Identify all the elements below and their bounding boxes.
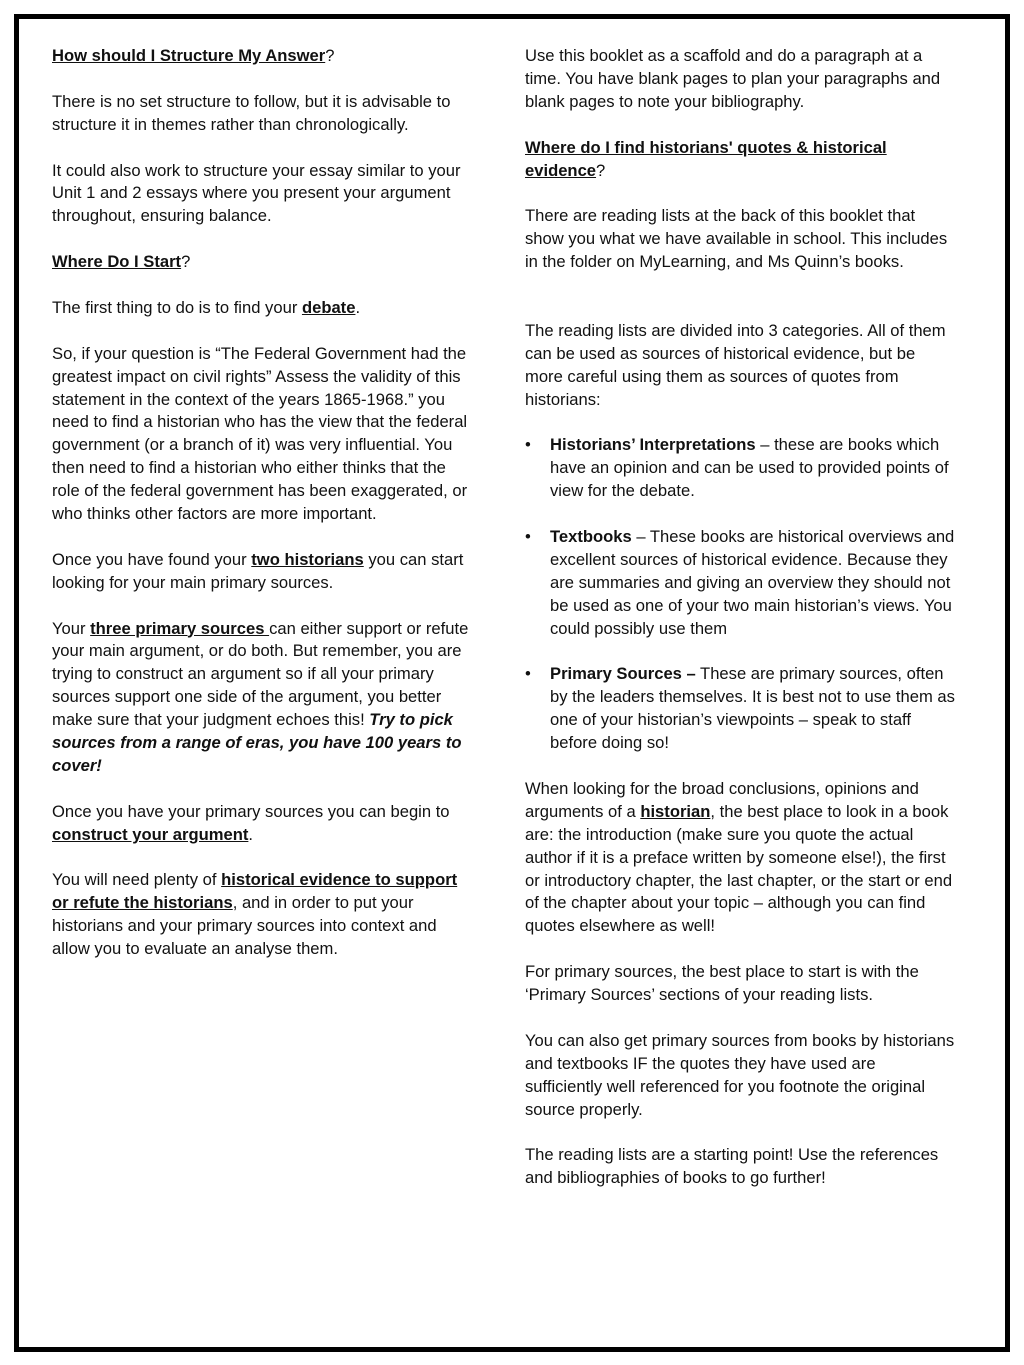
paragraph: The reading lists are divided into 3 categories. All of them can be used as sources of historical evidence, but be more careful using them as sources of quotes from historians: [525,320,946,409]
paragraph: You will need plenty of historical evidence to support or refute the historians, and in order to put your historians and your primary sources into context and allow you to evaluate an analyse them. [52,870,458,959]
paragraph: The reading lists are a starting point! Use the references and bibliographies of books to go further! [525,1145,939,1188]
paragraph: When looking for the broad conclusions, opinions and arguments of a historian, the best place to look in a book are: the introduction (make sure you quote the actual author if it is a preface written by someone else!), the first or introductory chapter, the last chapter, or the start or end of the chapter about your topic – although you can find quotes elsewhere as well! [525,778,953,936]
section-heading-start: Where Do I Start? [52,252,191,272]
left-column [52,45,477,984]
paragraph: Use this booklet as a scaffold and do a paragraph at a time. You have blank pages to plan your paragraphs and blank pages to note your bibliography. [525,46,941,111]
list-item: • Primary Sources – These are primary sources, often by the leaders themselves. It is best not to use them as one of your historian’s viewpoints – speak to staff before doing so! [525,664,955,753]
paragraph: The first thing to do is to find your debate. [52,297,361,317]
paragraph: There is no set structure to follow, but it is advisable to structure it in themes rather than chronologically. [52,91,451,134]
paragraph: You can also get primary sources from books by historians and textbooks IF the quotes they have used are sufficiently well referenced for you footnote the original source properly. [525,1030,955,1119]
paragraph: Once you have your primary sources you can begin to construct your argument. [52,801,450,844]
paragraph: There are reading lists at the back of this booklet that show you what we have available in school. This includes in the folder on MyLearning, and Ms Quinn’s books. [525,206,948,272]
bullet-icon: • [525,664,531,684]
right-column [525,45,957,1213]
paragraph: Once you have found your two historians you can start looking for your main primary sources. [52,549,464,592]
bullet-icon: • [525,435,531,455]
paragraph: For primary sources, the best place to start is with the ‘Primary Sources’ sections of your reading lists. [525,962,919,1005]
paragraph: It could also work to structure your essay similar to your Unit 1 and 2 essays where you present your argument throughout, ensuring balance. [52,160,461,226]
bullet-icon: • [525,526,531,546]
document-page [14,14,1010,1352]
paragraph: So, if your question is “The Federal Government had the greatest impact on civil rights” Assess the validity of this statement in the context of the years 1865-1968.” you need to find a historian who has the view that the federal government (or a branch of it) was very influential. You then need to find a historian who either thinks that the role of the federal government has been exaggerated, or who thinks other factors are more important. [52,343,468,524]
section-heading-structure: How should I Structure My Answer? [52,46,335,65]
bullet-list [525,434,957,755]
paragraph: Your three primary sources can either support or refute your main argument, or do both. But remember, you are trying to construct an argument so if all your primary sources support one side of the argument, you better make sure that your judgment echoes this! Try to pick sources from a range of eras, you have 100 years to cover! [52,618,469,775]
section-heading-quotes: Where do I find historians' quotes & historical evidence? [525,137,887,180]
list-item: • Textbooks – These books are historical overviews and excellent sources of historical evidence. Because they are summaries and giving an overview they should not be used as one of your two main historian’s views. You could possibly use them [525,526,955,638]
list-item: • Historians’ Interpretations – these are books which have an opinion and can be used to provided points of view for the debate. [525,435,949,501]
